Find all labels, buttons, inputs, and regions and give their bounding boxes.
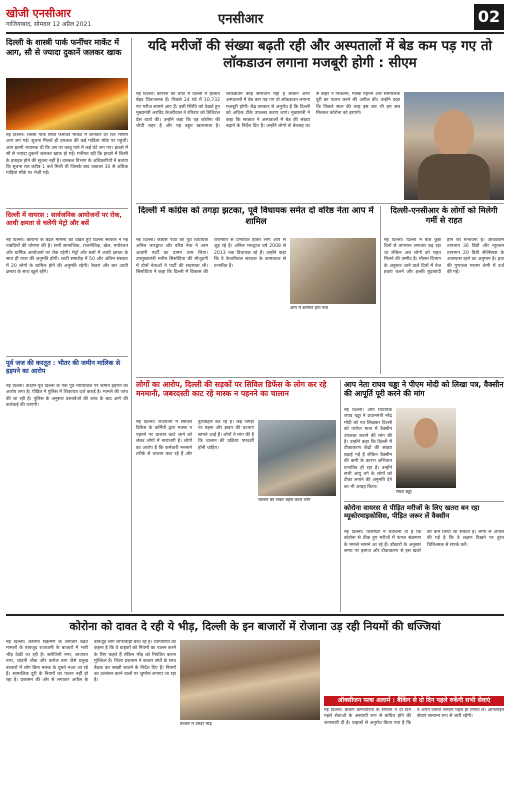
bottom-headline: कोरोना को दावत दे रही ये भीड़, दिल्ली के इन बाजारों में रोजाना उड़ रही नियमों की धज्जियां xyxy=(69,620,441,633)
left-top-headline: दिल्ली के शास्त्री पार्क फर्नीचर मार्केट में आग, सौ से ज्यादा दुकानें जलकर खाक xyxy=(6,38,122,57)
congress-body-cont xyxy=(290,316,376,374)
protest-photo-caption: चालान को लेकर बहस करते लोग xyxy=(258,498,311,503)
portrait-body xyxy=(418,154,490,200)
bottom-body: नई दिल्ली। कोरोना संक्रमण के लगातार बढ़ते मामलों के बावजूद राजधानी के बाजारों में भारी भीड़ देखी जा रही है। सरोजिनी नगर, लाजपत नगर, चांदनी चौक और करोल बाग जैसे प्रमुख बाजारों में लोग बिना मास्क के घूमते नजर आ रहे हैं। सामाजिक दूरी के नियमों का पालन नहीं हो रहा है। प्रशासन की ओर से लगातार अपील के बावजूद लोग लापरवाही बरत रहे हैं। व्यापारियों का कहना है कि वे ग्राहकों को नियमों का पालन करने के लिए कहते हैं लेकिन भीड़ को नियंत्रित करना मुश्किल है। जिला प्रशासन ने बाजार संघों के साथ बैठक कर सख्ती बरतने के निर्देश दिए हैं। नियमों का उल्लंघन करने वालों पर जुर्माना लगाया जा रहा है। xyxy=(6,640,176,684)
protest-body: नई दिल्ली। राजधानी में सिविल डिफेंस के कर्मियों द्वारा मास्क न पहनने पर चालान काटे जाने को लेकर लोगों में नाराजगी है। लोगों का आरोप है कि कर्मचारी मनमाने तरीके से चालान काट रहे हैं और दुर्व्यवहार कर रहे हैं। कई जगहों पर बहस और झड़प की घटनाएं सामने आई हैं। लोगों ने मांग की है कि चालान की प्रक्रिया पारदर्शी होनी चाहिए। xyxy=(136,420,254,458)
raghav-photo-caption: राघव चड्ढा xyxy=(396,490,412,495)
raghav-body: नई दिल्ली। आप विधायक राघव चड्ढा ने प्रधानमंत्री नरेंद्र मोदी को पत्र लिखकर दिल्ली को पर्याप्त मात्रा में वैक्सीन उपलब्ध कराने की मांग की है। उन्होंने कहा कि दिल्ली में टीकाकरण केंद्रों की संख्या बढ़ाई गई है लेकिन वैक्सीन की कमी के कारण अभियान प्रभावित हो रहा है। उन्होंने सभी आयु वर्ग के लोगों को टीका लगाने की अनुमति देने का भी आग्रह किया। xyxy=(344,408,392,490)
section-title: एनसीआर xyxy=(218,12,264,27)
column-rule xyxy=(131,38,132,612)
divider xyxy=(6,208,128,209)
heat-headline-box xyxy=(384,206,504,234)
raghav-photo xyxy=(396,408,456,488)
left-top-body: नई दिल्ली। शास्त्री पार्क स्थित फर्नीचर मार्केट में शनिवार देर रात भीषण आग लग गई। सूचना मिलते ही दमकल की कई गाड़ियां मौके पर पहुंचीं। आग इतनी भयानक थी कि उस पर काबू पाने में कई घंटे लग गए। हादसे में सौ से ज्यादा दुकानें जलकर खाक हो गईं। गनीमत रही कि हादसे में किसी के हताहत होने की सूचना नहीं है। दमकल विभाग के अधिकारियों ने बताया कि सूचना रात करीब 1 बजे मिली थी जिसके बाद तत्काल 30 से अधिक गाड़ियां मौके पर भेजी गईं। xyxy=(6,133,128,177)
page-number: 02 xyxy=(474,4,504,30)
divider xyxy=(136,203,504,204)
congress-body: नई दिल्ली। कांग्रेस पार्टी को पूर्व विधायक अनिल भारद्वाज और वरिष्ठ नेता ने आम आदमी पार्टी का दामन थाम लिया। उपमुख्यमंत्री मनीष सिसोदिया की मौजूदगी में दोनों नेताओं ने पार्टी की सदस्यता ली। सिसोदिया ने कहा कि दिल्ली में विकास की राजनीति से प्रभावित होकर लोग आप से जुड़ रहे हैं। अनिल भारद्वाज वर्ष 2008 से 2013 तक विधायक रहे हैं। उन्होंने कहा कि वे केजरीवाल सरकार के कामकाज से प्रभावित हैं। xyxy=(136,238,286,276)
protest-body-cont xyxy=(258,508,336,610)
page-header xyxy=(6,4,504,34)
column-rule xyxy=(340,380,341,612)
portrait-shape xyxy=(434,110,474,158)
divider xyxy=(6,614,504,616)
left-mid-headline-box xyxy=(6,211,128,237)
vaccine-body: नई दिल्ली। विशेषज्ञों ने चेतावनी दी है कि कोरोना से ठीक हुए मरीजों में फंगल संक्रमण के मामले सामने आ रहे हैं। डॉक्टरों के अनुसार समय पर इलाज और टीकाकरण से इस खतरे को कम किया जा सकता है। लोगों से अपील की गई है कि वे लक्षण दिखने पर तुरंत चिकित्सक से संपर्क करें। xyxy=(344,530,504,555)
vaccine-headline: कोरोना वायरस से पीड़ित मरीजों के लिए खतरा बन रहा म्यूकोरमाइकोसिस, पीड़ित जरूर लें वैक्सीन xyxy=(344,504,480,521)
newspaper-brand: खोजी एनसीआर xyxy=(6,7,71,20)
fire-photo xyxy=(6,78,128,130)
left-bot-headline-box xyxy=(6,359,128,383)
portrait-shape xyxy=(414,418,438,448)
main-body: नई दिल्ली। कोरोना की चपेट में दिल्ली में हालात बेहद चिंताजनक हैं। पिछले 24 घंटे में 10,732 नए मरीज सामने आए हैं। इसी स्थिति को देखते हुए मुख्यमंत्री अरविंद केजरीवाल ने रविवार को डिजिटल प्रेस वार्ता की। उन्होंने कहा कि यह कोरोना की चौथी लहर है और यह बहुत खतरनाक है। लॉकडाउन कोई समाधान नहीं है लेकिन अगर अस्पतालों में बेड कम पड़ गए तो लॉकडाउन लगाना मजबूरी होगी। केंद्र सरकार से अनुरोध है कि दिल्ली को अधिक टीके उपलब्ध कराए जाएं। मुख्यमंत्री ने कहा कि सरकार ने अस्पतालों में बेड की संख्या बढ़ाने के निर्देश दिए हैं। उन्होंने लोगों से बेवजह घर से बाहर न निकलने, मास्क पहनने और सामाजिक दूरी का पालन करने की अपील की। उन्होंने कहा कि पिछले साल की तरह इस बार भी हम सब मिलकर कोरोना को हराएंगे। xyxy=(136,92,400,130)
market-crowd-photo xyxy=(180,640,320,720)
dateline: गाजियाबाद, सोमवार 12 अप्रैल 2021 xyxy=(6,21,92,28)
raghav-headline-box xyxy=(344,380,504,406)
left-bot-headline: पूर्व जज की करतूत : भीतर की जमीन मालिक से हड़पने का आरोप xyxy=(6,359,121,375)
left-bot-body: नई दिल्ली। दक्षिण-पूर्व दिल्ली के एक पूर्व न्यायाधीश पर जमीन हड़पने का आरोप लगा है। पीड़ित ने पुलिस में शिकायत दर्ज कराई है। मामले की जांच की जा रही है। पुलिस के अनुसार दस्तावेजों की जांच के बाद आगे की कार्रवाई की जाएगी। xyxy=(6,384,128,409)
bottom-body-cont xyxy=(180,732,320,794)
side-story-banner: ऑक्सीजन पल्स अलार्म : बैंकिंग से दो दिन पहले रुकेंगी सभी सेवाएं xyxy=(324,696,504,706)
congress-photo xyxy=(290,238,376,304)
congress-headline-box xyxy=(136,206,376,234)
raghav-headline: आप नेता राघव चड्ढा ने पीएम मोदी को लिखा पत्र, वैक्सीन की आपूर्ति पूरी करने की मांग xyxy=(344,380,504,399)
left-top-headline-box xyxy=(6,38,128,76)
raghav-body-cont xyxy=(460,408,504,498)
protest-headline: लोगों का आरोप, दिल्ली की सड़कों पर सिविल डिफेंस के लोग कर रहे मनमानी, जबरदस्ती काट रहे मास्क न पहनने का चालान xyxy=(136,380,327,399)
heat-headline: दिल्ली-एनसीआर के लोगों को मिलेगी गर्मी से राहत xyxy=(390,206,498,225)
vaccine-headline-box xyxy=(344,504,504,528)
congress-headline: दिल्ली में कांग्रेस को तगड़ा झटका, पूर्व विधायक समेत दो वरिष्ठ नेता आप में शामिल xyxy=(138,206,374,227)
divider xyxy=(6,356,128,357)
bottom-body-right xyxy=(324,640,504,692)
main-headline: यदि मरीजों की संख्या बढ़ती रही और अस्पतालों में बेड कम पड़ गए तो लॉकडाउन लगाना मजबूरी होगी : सीएम xyxy=(147,38,493,71)
congress-photo-caption: आप में शामिल होते नेता xyxy=(290,306,329,311)
cm-photo xyxy=(404,92,504,200)
heat-body: नई दिल्ली। दिल्ली में बीते कुछ दिनों से तापमान लगातार बढ़ रहा था लेकिन अब लोगों को राहत मिलने की उम्मीद है। मौसम विभाग के अनुसार आने वाले दिनों में तेज हवाएं चलने और हल्की बूंदाबांदी होने की संभावना है। अधिकतम तापमान 36 डिग्री और न्यूनतम तापमान 20 डिग्री सेल्सियस के आसपास रहने का अनुमान है। हवा की गुणवत्ता मध्यम श्रेणी में दर्ज की गई। xyxy=(384,238,504,276)
column-rule xyxy=(380,206,381,374)
left-mid-headline: दिल्ली में वायरस : सार्वजनिक आयोजनों पर रोक, आधी क्षमता से चलेंगी मेट्रो और बसें xyxy=(6,211,122,227)
market-photo-caption: बाजार में उमड़ी भीड़ xyxy=(180,722,212,727)
divider xyxy=(344,501,504,502)
protest-photo xyxy=(258,420,336,496)
left-mid-body: नई दिल्ली। कोरोना के बढ़ते मामलों को देखते हुए दिल्ली सरकार ने नई पाबंदियों की घोषणा की है। सभी सामाजिक, राजनीतिक, खेल, मनोरंजन और धार्मिक आयोजनों पर रोक रहेगी। मेट्रो और बसों में आधी क्षमता के साथ ही यात्रा की अनुमति होगी। शादी समारोह में 50 और अंतिम संस्कार में 20 लोगों के शामिल होने की अनुमति रहेगी। रेस्तरां और बार आधी क्षमता के साथ खुले रहेंगे। xyxy=(6,238,128,276)
side-story-body: नई दिल्ली। बैंकिंग कर्मचारियों के संगठन ने दो दिन पहले सेवाओं के अस्थायी रूप से बाधित होने की जानकारी दी है। ग्राहकों से अनुरोध किया गया है कि वे अपने जरूरी लेनदेन पहले ही निपटा लें। ऑनलाइन सेवाएं सामान्य रूप से जारी रहेंगी। xyxy=(324,708,504,726)
protest-headline-box xyxy=(136,380,336,418)
divider xyxy=(136,377,504,378)
